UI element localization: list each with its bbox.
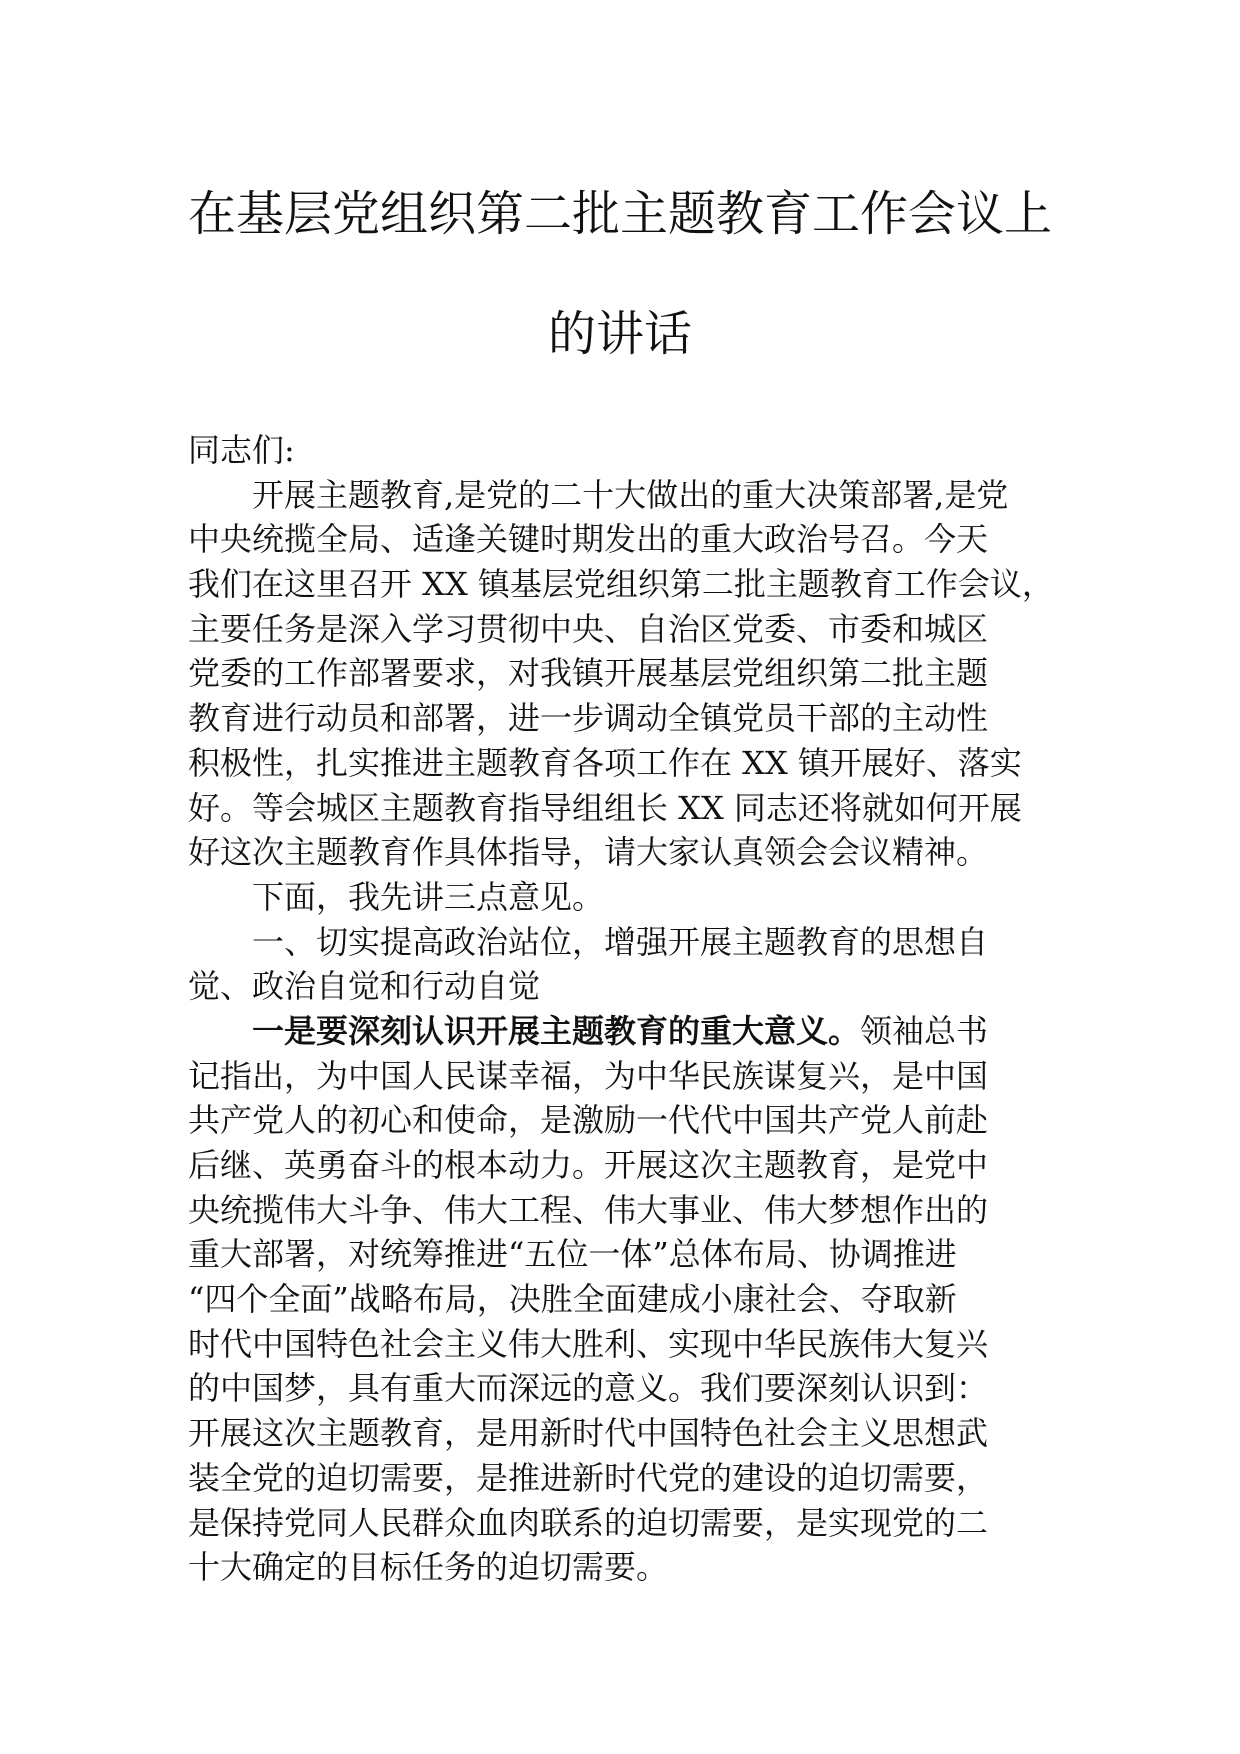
paragraph-lead-bold: 一是要深刻认识开展主题教育的重大意义。 [252,1011,861,1050]
paragraph-line: 后继、英勇奋斗的根本动力。开展这次主题教育，是党中 [188,1146,989,1184]
paragraph-line: 开展这次主题教育，是用新时代中国特色社会主义思想武 [188,1414,989,1453]
paragraph-line: 记指出，为中国人民谋幸福，为中华民族谋复兴，是中国 [188,1056,989,1095]
paragraph-line: 好这次主题教育作具体指导，请大家认真领会会议精神。 [188,833,989,872]
heading-line: 一、切实提高政治站位，增强开展主题教育的思想自 [252,922,989,961]
document-body [188,428,1088,1590]
paragraph-line: 我们在这里召开 XX 镇基层党组织第二批主题教育工作会议， [188,565,1054,604]
paragraph-line: 十大确定的目标任务的迫切需要。 [188,1548,669,1587]
paragraph-line: 共产党人的初心和使命，是激励一代代中国共产党人前赴 [188,1101,989,1140]
paragraph-line: 好。等会城区主题教育指导组组长 XX 同志还将就如何开展 [188,788,1022,827]
document-title-line-2: 的讲话 [547,306,692,362]
paragraph-line: 重大部署，对统筹推进“五位一体”总体布局、协调推进 [188,1235,957,1274]
paragraph-line: 是保持党同人民群众血肉联系的迫切需要，是实现党的二 [188,1503,989,1542]
paragraph-line: 装全党的迫切需要，是推进新时代党的建设的迫切需要， [188,1458,989,1497]
paragraph-line: 开展主题教育,是党的二十大做出的重大决策部署,是党 [252,475,1009,514]
paragraph-line [188,1009,1088,1054]
paragraph-significance [188,1009,1088,1590]
paragraph-line: 央统揽伟大斗争、伟大工程、伟大事业、伟大梦想作出的 [188,1190,989,1229]
salutation: 同志们: [188,431,295,469]
paragraph-transition: 下面，我先讲三点意见。 [252,877,605,916]
paragraph-line: 主要任务是深入学习贯彻中央、自治区党委、市委和城区 [188,609,989,648]
paragraph-line: 中央统揽全局、适逢关键时期发出的重大政治号召。今天 [188,520,989,559]
document-title-line-1: 在基层党组织第二批主题教育工作会议上 [187,186,1052,242]
section-heading-1 [188,920,1088,1009]
paragraph-lead-rest: 领袖总书 [860,1011,989,1050]
paragraph-line: 积极性，扎实推进主题教育各项工作在 XX 镇开展好、落实 [188,743,1022,782]
paragraph-line: 教育进行动员和部署，进一步调动全镇党员干部的主动性 [188,699,989,738]
paragraph-line: 党委的工作部署要求，对我镇开展基层党组织第二批主题 [188,654,989,693]
paragraph-opening [188,473,1088,875]
paragraph-line: “四个全面”战略布局，决胜全面建成小康社会、夺取新 [188,1280,957,1319]
paragraph-line: 的中国梦，具有重大而深远的意义。我们要深刻认识到： [188,1369,989,1408]
paragraph-line: 时代中国特色社会主义伟大胜利、实现中华民族伟大复兴 [188,1324,989,1363]
heading-line: 觉、政治自觉和行动自觉 [188,967,541,1006]
